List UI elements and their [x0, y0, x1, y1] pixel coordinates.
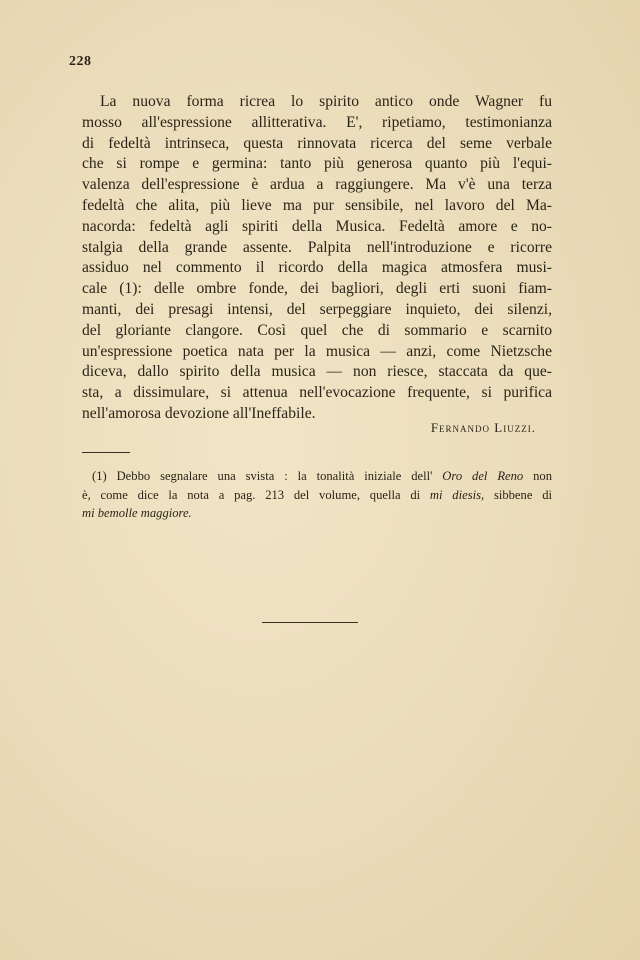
footnote-text: è, come dice la nota a pag. 213 del volume, quella di — [82, 487, 421, 502]
footnote-italic-key: mi bemolle maggiore. — [82, 506, 192, 520]
body-line: nacorda: fedeltà agli spiriti della Musica. Fedeltà amore e no- — [82, 217, 552, 235]
body-line: di fedeltà intrinseca, questa rinnovata ricerca del seme verbale — [82, 134, 552, 152]
footnote-line — [82, 467, 552, 486]
author-signature: Fernando Liuzzi. — [430, 420, 536, 435]
body-line: mosso all'espressione allitterativa. E', ripetiamo, testimonianza — [82, 113, 552, 131]
page-number: 228 — [69, 54, 92, 69]
footnote-line — [82, 504, 552, 523]
body-line: assiduo nel commento il ricordo della magica atmosfera musi- — [82, 259, 552, 277]
footnote-separator — [82, 452, 130, 453]
body-line: nell'amorosa devozione all'Ineffabile. — [82, 404, 316, 422]
body-line: La nuova forma ricrea lo spirito antico onde Wagner fu — [100, 93, 552, 110]
body-line: del gloriante clangore. Così quel che di sommario e scarnito — [82, 321, 552, 339]
body-line: fedeltà che alita, più lieve ma pur sensibile, nel lavoro del Ma- — [82, 196, 552, 214]
footnote — [82, 467, 552, 523]
body-line: che si rompe e germina: tanto più generosa quanto più l'equi- — [82, 155, 552, 173]
end-rule — [262, 622, 358, 623]
body-line: manti, dei presagi intensi, del serpeggiare inquieto, dei silenzi, — [82, 300, 552, 318]
footnote-italic-key: mi diesis, — [429, 487, 485, 502]
body-line: un'espressione poetica nata per la musica — anzi, come Nietzsche — [82, 342, 552, 360]
body-line: sta, a dissimulare, si attenua nell'evocazione frequente, si purifica — [82, 384, 552, 402]
footnote-text: (1) Debbo segnalare una svista : la tonalità iniziale dell' — [92, 469, 433, 483]
main-paragraph — [82, 92, 552, 425]
body-line: stalgia della grande assente. Palpita nell'introduzione e ricorre — [82, 238, 552, 256]
body-line: cale (1): delle ombre fonde, dei bagliori, degli erti suoni fiam- — [82, 280, 552, 298]
footnote-line — [82, 486, 552, 505]
body-line: valenza dell'espressione è ardua a raggiungere. Ma v'è una terza — [82, 176, 552, 194]
body-line: diceva, dallo spirito della musica — non riesce, staccata da que- — [82, 363, 552, 381]
footnote-italic-title: Oro del Reno — [442, 469, 524, 483]
footnote-text: non — [533, 469, 552, 483]
footnote-text: sibbene di — [493, 487, 552, 502]
